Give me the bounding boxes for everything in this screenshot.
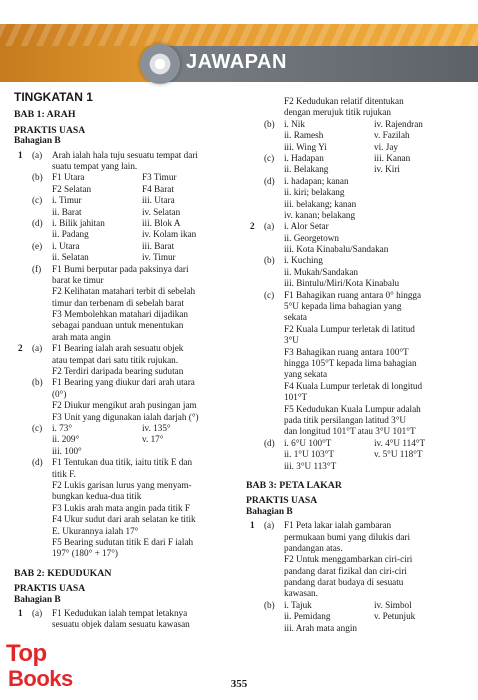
answer-text: ii. Selatan: [52, 252, 89, 263]
banner-stripes: [0, 24, 478, 46]
answer-line: [14, 218, 226, 229]
answer-text: F3 Unit yang digunakan ialah darjah (°): [52, 411, 199, 422]
answer-text: F5 Bearing sudutan titik E dari F ialah: [52, 536, 194, 547]
answer-line: [246, 335, 462, 346]
answer-text: F2 Lukis garisan lurus yang menyam-: [52, 479, 192, 490]
answer-text: F1 Tentukan dua titik, iaitu titik E dan: [52, 457, 193, 468]
answer-line: [14, 514, 226, 525]
answer-line: [14, 619, 226, 630]
question-number: 2: [250, 221, 255, 232]
answer-line: [246, 577, 462, 588]
answer-line: [246, 611, 462, 622]
answer-text: F4 Kuala Lumpur terletak di longitud: [284, 380, 423, 391]
answer-line: [246, 600, 462, 611]
answer-text: 3°U: [284, 335, 299, 346]
answer-text: 5°U kepada lima bahagian yang: [284, 301, 402, 312]
bab2-continued-answer-list: [246, 96, 462, 472]
question-number: 2: [18, 343, 23, 354]
answer-text: 101°T: [284, 392, 308, 403]
answer-line: [246, 449, 462, 460]
question-part: (a): [32, 343, 43, 354]
answer-text: F2 Terdiri daripada bearing sudutan: [52, 366, 184, 377]
question-part: (d): [32, 217, 43, 228]
answer-text: iii. Arah mata angin: [284, 622, 357, 633]
answer-text-second-column: F3 Timur: [142, 172, 177, 183]
answer-text-second-column: v. 5°U 118°T: [374, 449, 423, 460]
answer-text: F2 Kuala Lumpur terletak di latitud: [284, 323, 415, 334]
bab2-bahagian-heading: Bahagian B: [14, 594, 61, 605]
answer-line: [14, 400, 226, 411]
answer-text: iii. 100°: [52, 445, 82, 456]
bab2-praktis-heading: PRAKTIS UASA: [14, 583, 86, 595]
answer-text: kawasan.: [284, 588, 318, 599]
answer-text: i. 6°U 100°T: [284, 437, 332, 448]
answer-text: iii. belakang; kanan: [284, 198, 357, 209]
answer-line: [246, 566, 462, 577]
answer-text: F1 Bahagikan ruang antara 0° hingga: [284, 289, 422, 300]
answer-text: F1 Bumi berputar pada paksinya dari: [52, 263, 189, 274]
answer-text: dengan merujuk titik rujukan: [284, 107, 391, 118]
answer-text-second-column: iv. Selatan: [142, 206, 181, 217]
answer-text: iii. Bintulu/Miri/Kota Kinabalu: [284, 278, 400, 289]
answer-text: F3 Lukis arah mata angin pada titik F: [52, 502, 191, 513]
answer-text: ii. Pemidang: [284, 611, 331, 622]
answer-text-second-column: iv. Simbol: [374, 599, 412, 610]
question-part: (b): [264, 599, 275, 610]
question-part: (b): [264, 255, 275, 266]
answer-line: [246, 278, 462, 289]
answer-text-second-column: v. 17°: [142, 434, 164, 445]
answer-text: i. Timur: [52, 195, 82, 206]
answer-line: [246, 588, 462, 599]
answer-line: [246, 623, 462, 634]
answer-text: i. Bilik jahitan: [52, 217, 105, 228]
answer-line: [14, 241, 226, 252]
answer-line: [246, 130, 462, 141]
answer-text: F5 Kedudukan Kuala Lumpur adalah: [284, 403, 421, 414]
answer-text: permukaan bumi yang dilukis dari: [284, 531, 411, 542]
tingkatan-heading: TINGKATAN 1: [14, 90, 93, 104]
answer-text: i. Alor Setar: [284, 221, 329, 232]
answer-line: [246, 415, 462, 426]
answer-text: F2 Kedudukan relatif ditentukan: [284, 96, 404, 106]
answer-text: ii. Padang: [52, 229, 89, 240]
answer-line: [14, 446, 226, 457]
answer-line: [14, 355, 226, 366]
answer-line: [14, 252, 226, 263]
answer-text: ii. Ramesh: [284, 130, 324, 141]
logo-top-text: Top: [6, 640, 47, 667]
page-number: 355: [230, 678, 248, 690]
answer-text: ii. 1°U 103°T: [284, 449, 334, 460]
question-part: (a): [32, 149, 43, 160]
answer-line: [14, 298, 226, 309]
answer-text-second-column: v. Petunjuk: [374, 611, 416, 622]
answer-line: [246, 176, 462, 187]
answer-text: i. Tajuk: [284, 599, 312, 610]
question-part: (a): [264, 221, 275, 232]
question-number: 1: [18, 607, 23, 618]
question-part: (d): [32, 457, 43, 468]
question-part: (c): [32, 195, 43, 206]
answer-line: [246, 96, 462, 107]
answer-line: [14, 469, 226, 480]
answer-line: [14, 229, 226, 240]
answer-text: ii. 209°: [52, 434, 80, 445]
answer-line: [246, 164, 462, 175]
answer-text: arah mata angin: [52, 331, 111, 342]
answer-text: F1 Peta lakar ialah gambaran: [284, 520, 392, 531]
answer-line: [14, 343, 226, 354]
answer-line: [14, 207, 226, 218]
answer-line: [246, 554, 462, 565]
answer-text: F1 Bearing ialah arah sesuatu objek: [52, 343, 184, 354]
answer-text: iii. Kota Kinabalu/Sandakan: [284, 244, 389, 255]
bab1-answer-list: [14, 150, 226, 560]
answer-text: F2 Diukur mengikut arah pusingan jam: [52, 400, 197, 411]
answer-line: [14, 491, 226, 502]
answer-line: [246, 426, 462, 437]
answer-line: [246, 358, 462, 369]
answer-text: 197° (180° + 17°): [52, 548, 118, 559]
answer-text: ii. Barat: [52, 206, 82, 217]
answer-line: [246, 404, 462, 415]
answer-line: [246, 199, 462, 210]
answer-line: [246, 381, 462, 392]
bab1-bahagian-heading: Bahagian B: [14, 136, 61, 147]
answer-text-second-column: iv. 135°: [142, 423, 171, 433]
answer-text: pandangan atas.: [284, 542, 343, 553]
answer-text: E. Ukurannya ialah 17°: [52, 525, 139, 536]
answer-line: [246, 392, 462, 403]
answer-line: [14, 366, 226, 377]
answer-line: [14, 195, 226, 206]
answer-line: [246, 543, 462, 554]
question-part: (a): [32, 607, 43, 618]
answer-text: barat ke timur: [52, 274, 104, 285]
answer-line: [14, 480, 226, 491]
answer-text: i. 73°: [52, 423, 73, 433]
answer-line: [14, 608, 226, 619]
answer-line: [246, 107, 462, 118]
answer-text-second-column: F4 Barat: [142, 183, 174, 194]
answer-line: [14, 150, 226, 161]
answer-text: ii. Georgetown: [284, 232, 339, 243]
answer-text: i. Hadapan: [284, 152, 324, 163]
answer-text: ii. kiri; belakang: [284, 187, 345, 198]
question-part: (d): [264, 175, 275, 186]
answer-line: [14, 264, 226, 275]
banner-circle-icon: [140, 44, 180, 84]
page-title: JAWAPAN: [186, 51, 287, 73]
answer-line: [246, 532, 462, 543]
question-number: 1: [250, 520, 255, 531]
answer-line: [246, 347, 462, 358]
answer-line: [14, 184, 226, 195]
answer-text: hingga 105°T kepada lima bahagian: [284, 357, 417, 368]
answer-line: [14, 377, 226, 388]
answer-text: iv. kanan; belakang: [284, 209, 356, 220]
bab1-heading: BAB 1: ARAH: [14, 109, 76, 121]
answer-text: F1 Bearing yang diukur dari arah utara: [52, 377, 195, 388]
logo-bottom-text: Books: [8, 666, 73, 691]
answer-line: [246, 324, 462, 335]
question-part: (a): [264, 520, 275, 531]
answer-line: [246, 369, 462, 380]
answer-line: [246, 255, 462, 266]
answer-line: [14, 423, 226, 434]
question-part: (b): [264, 118, 275, 129]
bab3-heading: BAB 3: PETA LAKAR: [246, 479, 342, 491]
answer-line: [246, 153, 462, 164]
answer-text: ii. Mukah/Sandakan: [284, 266, 358, 277]
answer-line: [246, 461, 462, 472]
answer-line: [14, 503, 226, 514]
answer-line: [14, 526, 226, 537]
answer-text: F2 Kelihatan matahari terbit di sebelah: [52, 286, 196, 297]
question-part: (f): [32, 263, 42, 274]
answer-line: [246, 119, 462, 130]
question-part: (c): [264, 152, 275, 163]
answer-text: iii. Wing Yi: [284, 141, 327, 152]
answer-line: [246, 221, 462, 232]
answer-line: [246, 312, 462, 323]
answer-line: [14, 434, 226, 445]
answer-text: iii. 3°U 113°T: [284, 460, 337, 471]
answer-text: dan longitud 101°T atau 3°U 101°T: [284, 426, 416, 437]
answer-line: [14, 286, 226, 297]
answer-line: [14, 537, 226, 548]
answer-line: [246, 233, 462, 244]
answer-text: i. Nik: [284, 118, 305, 129]
answer-text: suatu tempat yang lain.: [52, 161, 138, 172]
answer-text-second-column: iii. Kanan: [374, 152, 411, 163]
answer-line: [246, 142, 462, 153]
bab2-heading: BAB 2: KEDUDUKAN: [14, 567, 112, 579]
answer-text-second-column: iv. Kolam ikan: [142, 229, 197, 240]
header-banner: [0, 24, 478, 82]
answer-line: [14, 332, 226, 343]
answer-line: [246, 290, 462, 301]
answer-text: F2 Selatan: [52, 183, 92, 194]
answer-text: sebagai panduan untuk menentukan: [52, 320, 184, 331]
answer-text-second-column: iv. 4°U 114°T: [374, 437, 426, 448]
answer-text: F4 Ukur sudut dari arah selatan ke titik: [52, 514, 196, 525]
answer-text-second-column: iv. Kiri: [374, 164, 400, 175]
question-part: (c): [32, 423, 43, 433]
answer-text: timur dan terbenam di sebelah barat: [52, 297, 184, 308]
answer-text: F3 Bahagikan ruang antara 100°T: [284, 346, 409, 357]
answer-line: [14, 161, 226, 172]
question-part: (b): [32, 377, 43, 388]
answer-text: bungkan kedua-dua titik: [52, 491, 142, 502]
answer-text-second-column: vi. Jay: [374, 141, 398, 152]
right-column: [246, 96, 462, 634]
bab2-answer-list: [14, 608, 226, 631]
answer-text: i. Kuching: [284, 255, 323, 266]
bab1-praktis-heading: PRAKTIS UASA: [14, 124, 86, 136]
answer-line: [246, 210, 462, 221]
answer-text-second-column: iv. Timur: [142, 252, 176, 263]
answer-text: yang sekata: [284, 369, 328, 380]
answer-text: titik F.: [52, 468, 76, 479]
answer-line: [14, 309, 226, 320]
bab3-answer-list: [246, 520, 462, 634]
left-column: [14, 92, 226, 631]
answer-line: [14, 457, 226, 468]
answer-text-second-column: v. Fazilah: [374, 130, 410, 141]
answer-text: F1 Kedudukan ialah tempat letaknya: [52, 607, 188, 618]
question-part: (b): [32, 172, 43, 183]
answer-text: atau tempat dari satu titik rujukan.: [52, 354, 179, 365]
answer-text: i. hadapan; kanan: [284, 175, 349, 186]
question-part: (c): [264, 289, 275, 300]
question-part: (e): [32, 240, 43, 251]
answer-line: [246, 301, 462, 312]
answer-line: [14, 320, 226, 331]
answer-line: [14, 389, 226, 400]
answer-text: sesuatu objek dalam sesuatu kawasan: [52, 619, 190, 630]
question-number: 1: [18, 149, 23, 160]
answer-line: [14, 548, 226, 559]
answer-text: F3 Membolehkan matahari dijadikan: [52, 309, 188, 320]
answer-text: pandang darat budaya di sesuatu: [284, 577, 404, 588]
answer-text: pada titik persilangan latitud 3°U: [284, 414, 407, 425]
answer-line: [246, 520, 462, 531]
answer-line: [14, 172, 226, 183]
answer-text: (0°): [52, 388, 67, 399]
answer-line: [14, 275, 226, 286]
answer-text: pandang darat fizikal dan ciri-ciri: [284, 565, 407, 576]
answer-line: [246, 438, 462, 449]
answer-text: F1 Utara: [52, 172, 85, 183]
answer-line: [14, 412, 226, 423]
bab3-praktis-heading: PRAKTIS UASA: [246, 495, 318, 507]
answer-text: sekata: [284, 312, 307, 323]
bab3-bahagian-heading: Bahagian B: [246, 506, 293, 517]
answer-text-second-column: iv. Rajendran: [374, 118, 423, 129]
answer-line: [246, 244, 462, 255]
answer-line: [246, 267, 462, 278]
question-part: (d): [264, 437, 275, 448]
answer-line: [246, 187, 462, 198]
answer-text: F2 Untuk menggambarkan ciri-ciri: [284, 554, 413, 565]
answer-text: Arah ialah hala tuju sesuatu tempat dari: [52, 149, 198, 160]
answer-text-second-column: iii. Utara: [142, 195, 175, 206]
answer-text-second-column: iii. Barat: [142, 240, 175, 251]
answer-text-second-column: iii. Blok A: [142, 217, 181, 228]
answer-text: ii. Belakang: [284, 164, 329, 175]
answer-text: i. Utara: [52, 240, 80, 251]
